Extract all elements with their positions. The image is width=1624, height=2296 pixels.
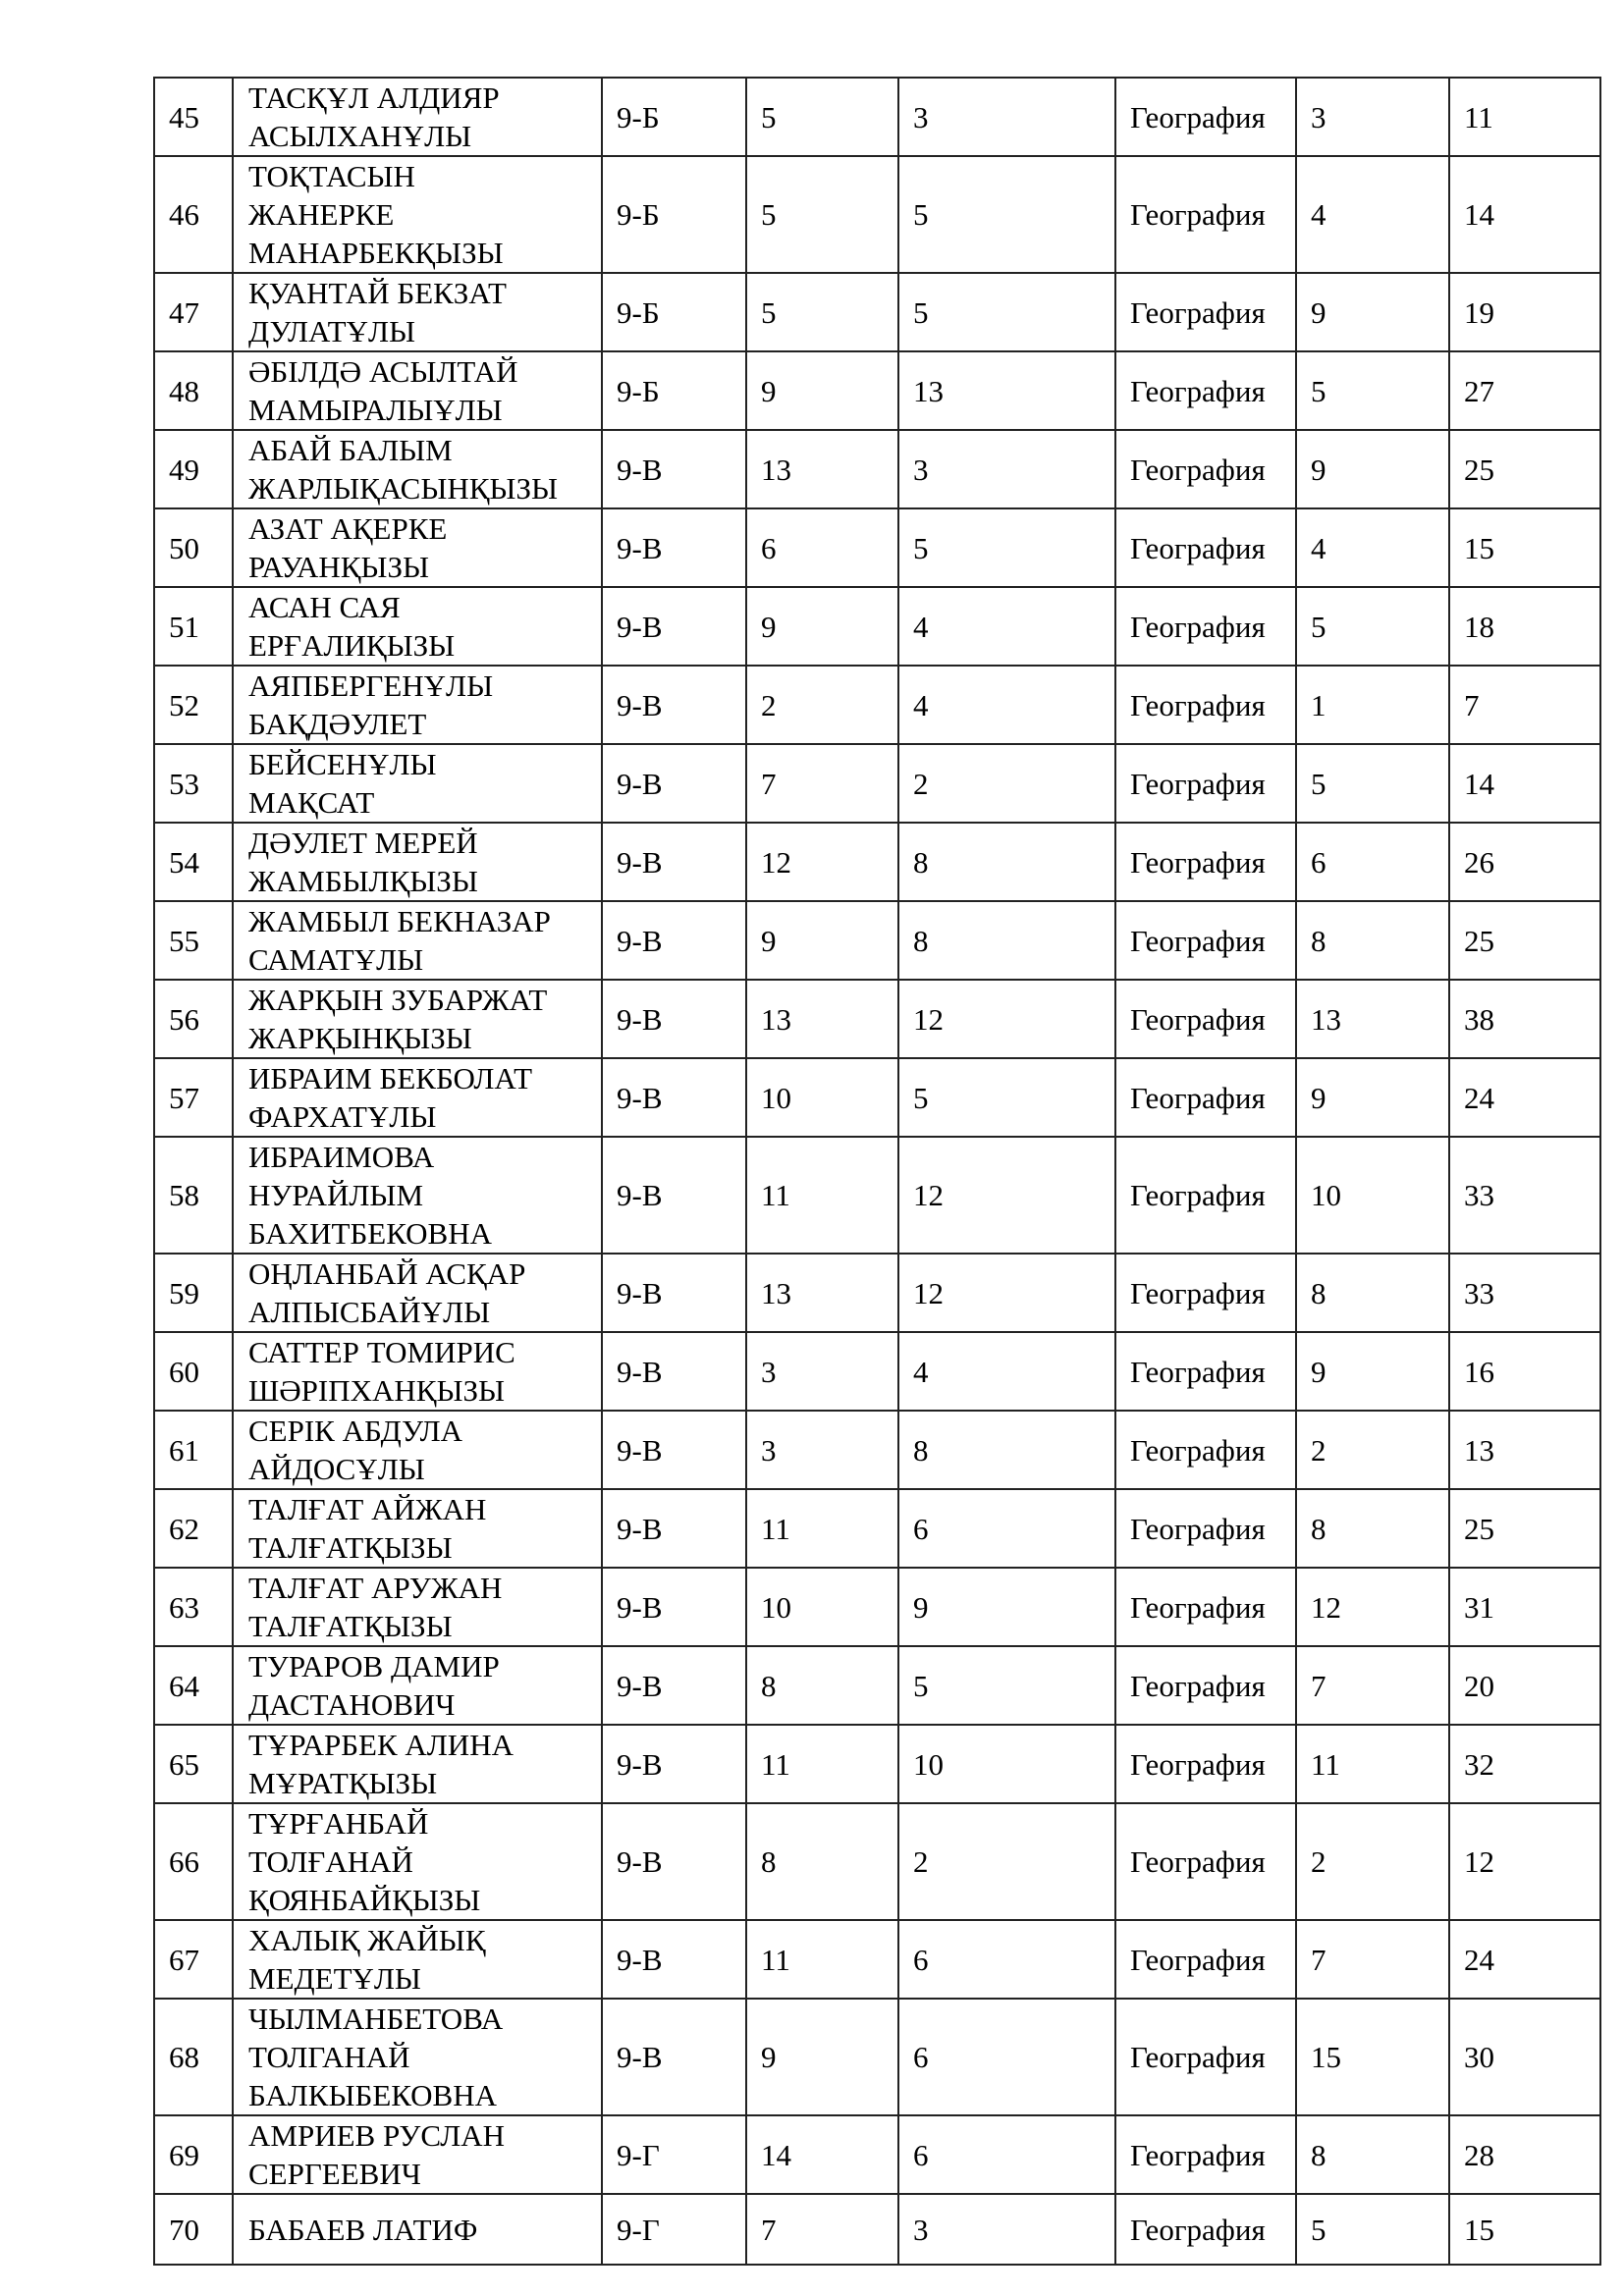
- subject-cell: География: [1115, 1137, 1296, 1254]
- score-1: 14: [746, 2115, 898, 2194]
- table-row: [154, 1137, 1600, 1254]
- class-cell: 9-В: [602, 823, 746, 901]
- student-name-line: ЖАМБЫЛҚЫЗЫ: [248, 864, 478, 898]
- score-3: 8: [1296, 1489, 1449, 1568]
- subject-cell: География: [1115, 587, 1296, 666]
- student-name-line: ЕРҒАЛИҚЫЗЫ: [248, 628, 456, 663]
- score-3: 9: [1296, 1332, 1449, 1411]
- table-row: [154, 901, 1600, 980]
- student-name-line: БАХИТБЕКОВНА: [248, 1216, 492, 1251]
- row-number: 63: [154, 1568, 233, 1646]
- student-name: [233, 666, 602, 744]
- class-cell: 9-В: [602, 1803, 746, 1920]
- class-cell: 9-В: [602, 1058, 746, 1137]
- student-name: [233, 1725, 602, 1803]
- score-2: 8: [898, 901, 1115, 980]
- total-score: 24: [1449, 1058, 1600, 1137]
- row-number: 53: [154, 744, 233, 823]
- student-name-line: ТАЛҒАТ АРУЖАН: [248, 1571, 503, 1605]
- total-score: 25: [1449, 901, 1600, 980]
- student-name-line: МЕДЕТҰЛЫ: [248, 1961, 421, 1996]
- student-name-line: СЕРГЕЕВИЧ: [248, 2157, 421, 2191]
- subject-cell: География: [1115, 508, 1296, 587]
- subject-cell: География: [1115, 351, 1296, 430]
- student-name: [233, 1411, 602, 1489]
- score-2: 3: [898, 78, 1115, 156]
- class-cell: 9-Б: [602, 351, 746, 430]
- score-1: 9: [746, 901, 898, 980]
- score-2: 4: [898, 1332, 1115, 1411]
- score-3: 3: [1296, 78, 1449, 156]
- student-name-line: МАМЫРАЛЫҰЛЫ: [248, 393, 503, 427]
- table-row: [154, 1332, 1600, 1411]
- student-name-line: АМРИЕВ РУСЛАН: [248, 2118, 506, 2153]
- score-2: 2: [898, 744, 1115, 823]
- total-score: 15: [1449, 2194, 1600, 2265]
- student-name: [233, 1568, 602, 1646]
- class-cell: 9-В: [602, 1725, 746, 1803]
- score-1: 8: [746, 1803, 898, 1920]
- score-3: 9: [1296, 1058, 1449, 1137]
- table-row: [154, 1411, 1600, 1489]
- subject-cell: География: [1115, 1489, 1296, 1568]
- score-2: 12: [898, 980, 1115, 1058]
- score-3: 2: [1296, 1803, 1449, 1920]
- student-name-line: ӘБІЛДӘ АСЫЛТАЙ: [248, 354, 518, 389]
- student-name-line: МҰРАТҚЫЗЫ: [248, 1766, 438, 1800]
- student-name-line: ТОҚТАСЫН: [248, 159, 415, 193]
- score-2: 6: [898, 1920, 1115, 1999]
- score-1: 5: [746, 78, 898, 156]
- score-2: 5: [898, 273, 1115, 351]
- student-name: [233, 823, 602, 901]
- class-cell: 9-В: [602, 901, 746, 980]
- student-name-line: АЛПЫСБАЙҰЛЫ: [248, 1295, 491, 1329]
- student-name-line: БАЛКЫБЕКОВНА: [248, 2078, 497, 2112]
- score-1: 9: [746, 1999, 898, 2115]
- student-name: [233, 980, 602, 1058]
- table-row: [154, 2115, 1600, 2194]
- subject-cell: География: [1115, 1254, 1296, 1332]
- student-name-line: ЖАРҚЫНҚЫЗЫ: [248, 1021, 472, 1055]
- total-score: 38: [1449, 980, 1600, 1058]
- table-row: [154, 1803, 1600, 1920]
- student-name: [233, 2115, 602, 2194]
- row-number: 67: [154, 1920, 233, 1999]
- score-2: 6: [898, 1489, 1115, 1568]
- total-score: 7: [1449, 666, 1600, 744]
- score-3: 4: [1296, 508, 1449, 587]
- score-2: 3: [898, 2194, 1115, 2265]
- table-row: [154, 78, 1600, 156]
- row-number: 48: [154, 351, 233, 430]
- score-1: 11: [746, 1137, 898, 1254]
- subject-cell: География: [1115, 78, 1296, 156]
- student-name: [233, 351, 602, 430]
- row-number: 62: [154, 1489, 233, 1568]
- student-name-line: САТТЕР ТОМИРИС: [248, 1335, 515, 1369]
- class-cell: 9-В: [602, 666, 746, 744]
- total-score: 19: [1449, 273, 1600, 351]
- total-score: 15: [1449, 508, 1600, 587]
- table-row: [154, 1646, 1600, 1725]
- row-number: 51: [154, 587, 233, 666]
- score-3: 5: [1296, 744, 1449, 823]
- score-3: 8: [1296, 901, 1449, 980]
- score-2: 5: [898, 1646, 1115, 1725]
- score-3: 2: [1296, 1411, 1449, 1489]
- student-name-line: БАҚДӘУЛЕТ: [248, 707, 427, 741]
- score-2: 5: [898, 1058, 1115, 1137]
- table-row: [154, 1920, 1600, 1999]
- student-name: [233, 1646, 602, 1725]
- score-2: 8: [898, 823, 1115, 901]
- score-1: 3: [746, 1332, 898, 1411]
- class-cell: 9-В: [602, 1137, 746, 1254]
- row-number: 55: [154, 901, 233, 980]
- class-cell: 9-В: [602, 1489, 746, 1568]
- score-3: 12: [1296, 1568, 1449, 1646]
- total-score: 25: [1449, 1489, 1600, 1568]
- student-name: [233, 508, 602, 587]
- student-name-line: АСАН САЯ: [248, 590, 401, 624]
- score-2: 10: [898, 1725, 1115, 1803]
- class-cell: 9-В: [602, 1920, 746, 1999]
- student-name: [233, 2194, 602, 2265]
- score-1: 10: [746, 1058, 898, 1137]
- score-3: 8: [1296, 1254, 1449, 1332]
- student-name: [233, 1254, 602, 1332]
- class-cell: 9-В: [602, 430, 746, 508]
- score-2: 6: [898, 1999, 1115, 2115]
- subject-cell: География: [1115, 980, 1296, 1058]
- student-name-line: АЙДОСҰЛЫ: [248, 1452, 425, 1486]
- class-cell: 9-В: [602, 1568, 746, 1646]
- total-score: 24: [1449, 1920, 1600, 1999]
- student-name-line: ДӘУЛЕТ МЕРЕЙ: [248, 826, 478, 860]
- student-name-line: АСЫЛХАНҰЛЫ: [248, 119, 472, 153]
- score-3: 10: [1296, 1137, 1449, 1254]
- total-score: 31: [1449, 1568, 1600, 1646]
- row-number: 69: [154, 2115, 233, 2194]
- score-3: 9: [1296, 430, 1449, 508]
- class-cell: 9-В: [602, 1646, 746, 1725]
- results-table: [153, 77, 1601, 2266]
- student-name-line: ДУЛАТҰЛЫ: [248, 314, 416, 348]
- score-3: 4: [1296, 156, 1449, 273]
- score-1: 8: [746, 1646, 898, 1725]
- total-score: 27: [1449, 351, 1600, 430]
- student-name: [233, 156, 602, 273]
- student-name-line: НУРАЙЛЫМ: [248, 1178, 424, 1212]
- table-row: [154, 1568, 1600, 1646]
- subject-cell: География: [1115, 823, 1296, 901]
- total-score: 14: [1449, 156, 1600, 273]
- total-score: 32: [1449, 1725, 1600, 1803]
- student-name-line: ТҰРҒАНБАЙ: [248, 1806, 429, 1841]
- student-name-line: ЖАМБЫЛ БЕКНАЗАР: [248, 904, 551, 938]
- class-cell: 9-В: [602, 1254, 746, 1332]
- row-number: 64: [154, 1646, 233, 1725]
- student-name-line: МАҚСАТ: [248, 785, 375, 820]
- student-name: [233, 1489, 602, 1568]
- student-name-line: ЖАРЛЫҚАСЫНҚЫЗЫ: [248, 471, 559, 506]
- score-2: 4: [898, 587, 1115, 666]
- total-score: 16: [1449, 1332, 1600, 1411]
- row-number: 61: [154, 1411, 233, 1489]
- subject-cell: География: [1115, 744, 1296, 823]
- student-name-line: ҚОЯНБАЙҚЫЗЫ: [248, 1883, 481, 1917]
- student-name-line: ТУРАРОВ ДАМИР: [248, 1649, 500, 1683]
- score-2: 5: [898, 156, 1115, 273]
- score-2: 13: [898, 351, 1115, 430]
- score-3: 5: [1296, 2194, 1449, 2265]
- student-name-line: ШӘРІПХАНҚЫЗЫ: [248, 1373, 506, 1408]
- score-1: 7: [746, 2194, 898, 2265]
- subject-cell: География: [1115, 1411, 1296, 1489]
- student-name-line: АЗАТ АҚЕРКЕ: [248, 511, 448, 546]
- score-2: 3: [898, 430, 1115, 508]
- total-score: 11: [1449, 78, 1600, 156]
- table-row: [154, 823, 1600, 901]
- row-number: 56: [154, 980, 233, 1058]
- class-cell: 9-В: [602, 1999, 746, 2115]
- row-number: 58: [154, 1137, 233, 1254]
- total-score: 13: [1449, 1411, 1600, 1489]
- student-name: [233, 1137, 602, 1254]
- subject-cell: География: [1115, 1803, 1296, 1920]
- total-score: 12: [1449, 1803, 1600, 1920]
- class-cell: 9-Г: [602, 2194, 746, 2265]
- subject-cell: География: [1115, 666, 1296, 744]
- student-name-line: ТОЛГАНАЙ: [248, 2040, 410, 2074]
- student-name-line: БЕЙСЕНҰЛЫ: [248, 747, 437, 781]
- score-1: 2: [746, 666, 898, 744]
- score-2: 8: [898, 1411, 1115, 1489]
- table-row: [154, 744, 1600, 823]
- class-cell: 9-В: [602, 744, 746, 823]
- class-cell: 9-В: [602, 1332, 746, 1411]
- row-number: 66: [154, 1803, 233, 1920]
- row-number: 68: [154, 1999, 233, 2115]
- row-number: 60: [154, 1332, 233, 1411]
- table-row: [154, 1999, 1600, 2115]
- subject-cell: География: [1115, 1920, 1296, 1999]
- score-2: 2: [898, 1803, 1115, 1920]
- student-name-line: АБАЙ БАЛЫМ: [248, 433, 453, 467]
- total-score: 33: [1449, 1254, 1600, 1332]
- row-number: 52: [154, 666, 233, 744]
- score-1: 12: [746, 823, 898, 901]
- table-row: [154, 1725, 1600, 1803]
- score-1: 11: [746, 1920, 898, 1999]
- student-name-line: СЕРІК АБДУЛА: [248, 1414, 462, 1448]
- total-score: 18: [1449, 587, 1600, 666]
- class-cell: 9-В: [602, 980, 746, 1058]
- table-row: [154, 587, 1600, 666]
- score-2: 5: [898, 508, 1115, 587]
- row-number: 65: [154, 1725, 233, 1803]
- score-2: 9: [898, 1568, 1115, 1646]
- student-name-line: ЧЫЛМАНБЕТОВА: [248, 2002, 504, 2036]
- student-name: [233, 1999, 602, 2115]
- student-name-line: БАБАЕВ ЛАТИФ: [248, 2212, 478, 2247]
- class-cell: 9-В: [602, 587, 746, 666]
- student-name: [233, 744, 602, 823]
- table-row: [154, 156, 1600, 273]
- class-cell: 9-Б: [602, 78, 746, 156]
- class-cell: 9-В: [602, 1411, 746, 1489]
- student-name-line: ТҰРАРБЕК АЛИНА: [248, 1728, 514, 1762]
- row-number: 59: [154, 1254, 233, 1332]
- score-1: 7: [746, 744, 898, 823]
- score-3: 1: [1296, 666, 1449, 744]
- score-1: 9: [746, 587, 898, 666]
- subject-cell: География: [1115, 156, 1296, 273]
- class-cell: 9-Б: [602, 273, 746, 351]
- score-1: 11: [746, 1725, 898, 1803]
- score-3: 15: [1296, 1999, 1449, 2115]
- score-3: 11: [1296, 1725, 1449, 1803]
- class-cell: 9-В: [602, 508, 746, 587]
- subject-cell: География: [1115, 2115, 1296, 2194]
- score-1: 13: [746, 430, 898, 508]
- score-1: 13: [746, 1254, 898, 1332]
- student-name-line: ТАЛҒАТ АЙЖАН: [248, 1492, 487, 1526]
- score-3: 8: [1296, 2115, 1449, 2194]
- table-row: [154, 1254, 1600, 1332]
- score-3: 13: [1296, 980, 1449, 1058]
- student-name: [233, 901, 602, 980]
- student-name-line: ОҢЛАНБАЙ АСҚАР: [248, 1256, 526, 1291]
- student-name-line: ТАЛҒАТҚЫЗЫ: [248, 1609, 453, 1643]
- total-score: 28: [1449, 2115, 1600, 2194]
- student-name-line: ИБРАИМОВА: [248, 1140, 435, 1174]
- score-1: 6: [746, 508, 898, 587]
- student-name-line: ХАЛЫҚ ЖАЙЫҚ: [248, 1923, 486, 1957]
- row-number: 49: [154, 430, 233, 508]
- subject-cell: География: [1115, 901, 1296, 980]
- student-name: [233, 78, 602, 156]
- student-name-line: ТАЛҒАТҚЫЗЫ: [248, 1530, 453, 1565]
- student-name: [233, 1058, 602, 1137]
- student-name-line: МАНАРБЕКҚЫЗЫ: [248, 236, 504, 270]
- student-name: [233, 587, 602, 666]
- subject-cell: География: [1115, 1646, 1296, 1725]
- table-row: [154, 351, 1600, 430]
- score-3: 9: [1296, 273, 1449, 351]
- subject-cell: География: [1115, 1999, 1296, 2115]
- subject-cell: География: [1115, 1568, 1296, 1646]
- student-name-line: ИБРАИМ БЕКБОЛАТ: [248, 1061, 533, 1095]
- student-name-line: ДАСТАНОВИЧ: [248, 1687, 456, 1722]
- table-row: [154, 508, 1600, 587]
- total-score: 30: [1449, 1999, 1600, 2115]
- student-name-line: ТАСҚҰЛ АЛДИЯР: [248, 80, 500, 115]
- total-score: 20: [1449, 1646, 1600, 1725]
- student-name-line: ТОЛҒАНАЙ: [248, 1844, 413, 1879]
- subject-cell: География: [1115, 1725, 1296, 1803]
- class-cell: 9-Г: [602, 2115, 746, 2194]
- score-1: 5: [746, 273, 898, 351]
- score-3: 6: [1296, 823, 1449, 901]
- student-name-line: ФАРХАТҰЛЫ: [248, 1099, 437, 1134]
- table-row: [154, 1058, 1600, 1137]
- student-name: [233, 273, 602, 351]
- row-number: 46: [154, 156, 233, 273]
- table-row: [154, 430, 1600, 508]
- student-name: [233, 1803, 602, 1920]
- score-1: 5: [746, 156, 898, 273]
- score-1: 13: [746, 980, 898, 1058]
- row-number: 70: [154, 2194, 233, 2265]
- subject-cell: География: [1115, 273, 1296, 351]
- total-score: 26: [1449, 823, 1600, 901]
- row-number: 57: [154, 1058, 233, 1137]
- table-row: [154, 2194, 1600, 2265]
- score-2: 12: [898, 1137, 1115, 1254]
- table-row: [154, 666, 1600, 744]
- student-name-line: ҚУАНТАЙ БЕКЗАТ: [248, 276, 507, 310]
- score-1: 10: [746, 1568, 898, 1646]
- table-row: [154, 273, 1600, 351]
- score-3: 7: [1296, 1646, 1449, 1725]
- score-1: 3: [746, 1411, 898, 1489]
- score-1: 9: [746, 351, 898, 430]
- student-name: [233, 430, 602, 508]
- subject-cell: География: [1115, 1058, 1296, 1137]
- subject-cell: География: [1115, 1332, 1296, 1411]
- student-name-line: САМАТҰЛЫ: [248, 942, 424, 977]
- table-row: [154, 1489, 1600, 1568]
- results-table-body: [154, 78, 1600, 2265]
- score-3: 5: [1296, 351, 1449, 430]
- total-score: 33: [1449, 1137, 1600, 1254]
- student-name: [233, 1920, 602, 1999]
- score-2: 6: [898, 2115, 1115, 2194]
- score-2: 12: [898, 1254, 1115, 1332]
- class-cell: 9-Б: [602, 156, 746, 273]
- row-number: 54: [154, 823, 233, 901]
- student-name: [233, 1332, 602, 1411]
- student-name-line: ЖАРҚЫН ЗУБАРЖАТ: [248, 983, 548, 1017]
- score-3: 5: [1296, 587, 1449, 666]
- row-number: 50: [154, 508, 233, 587]
- total-score: 25: [1449, 430, 1600, 508]
- row-number: 47: [154, 273, 233, 351]
- student-name-line: РАУАНҚЫЗЫ: [248, 550, 430, 584]
- score-2: 4: [898, 666, 1115, 744]
- row-number: 45: [154, 78, 233, 156]
- student-name-line: ЖАНЕРКЕ: [248, 197, 395, 232]
- total-score: 14: [1449, 744, 1600, 823]
- student-name-line: АЯПБЕРГЕНҰЛЫ: [248, 668, 494, 703]
- subject-cell: География: [1115, 430, 1296, 508]
- score-1: 11: [746, 1489, 898, 1568]
- subject-cell: География: [1115, 2194, 1296, 2265]
- table-row: [154, 980, 1600, 1058]
- score-3: 7: [1296, 1920, 1449, 1999]
